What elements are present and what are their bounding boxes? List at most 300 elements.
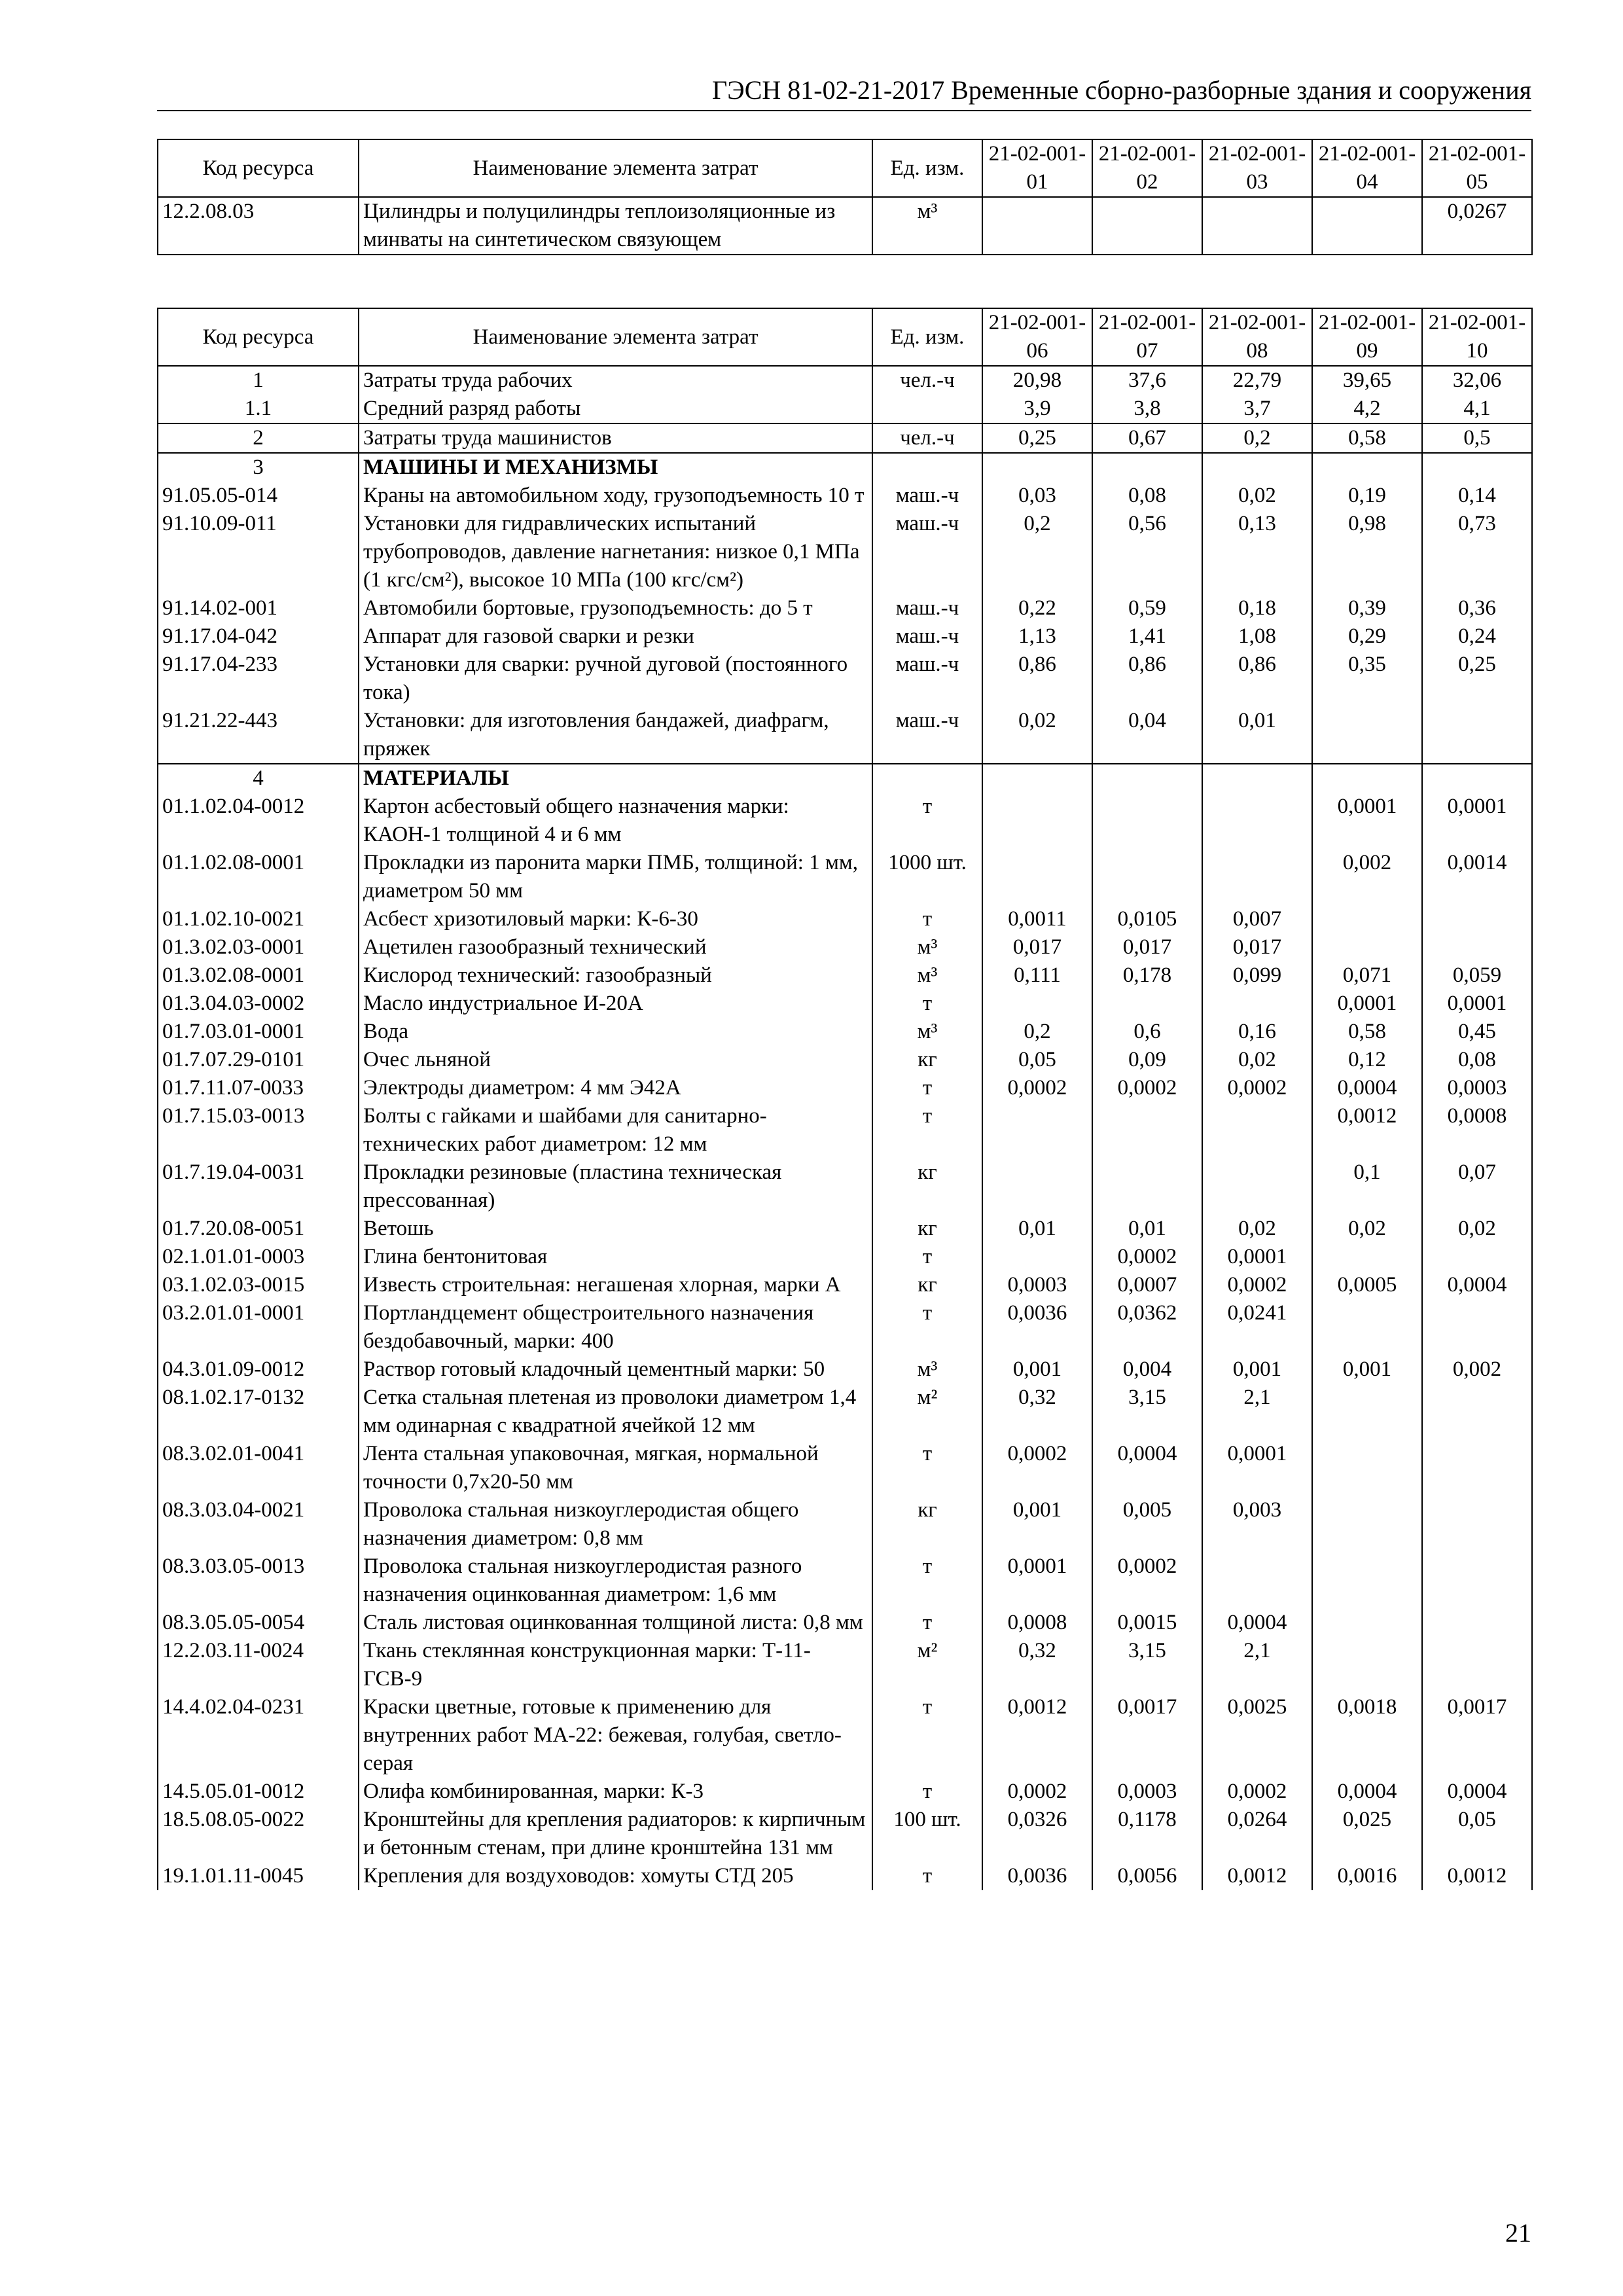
cost-element-name-cell: Кислород технический: газообразный bbox=[359, 961, 872, 990]
resource-code-cell: 01.7.15.03-0013 bbox=[158, 1102, 359, 1158]
resource-code-cell: 01.7.20.08-0051 bbox=[158, 1215, 359, 1243]
norm-value-cell: 1,13 bbox=[982, 622, 1092, 651]
unit-cell: кг bbox=[872, 1496, 982, 1552]
cost-element-name-cell: Крепления для воздуховодов: хомуты СТД 205 bbox=[359, 1862, 872, 1890]
resource-code-cell: 91.21.22-443 bbox=[158, 707, 359, 764]
norm-value-cell: 0,0001 bbox=[1202, 1243, 1312, 1271]
norm-value-cell: 0,0017 bbox=[1422, 1693, 1532, 1778]
norm-value-cell: 0,071 bbox=[1312, 961, 1422, 990]
norm-value-cell bbox=[1422, 453, 1532, 482]
unit-cell: м³ bbox=[872, 961, 982, 990]
norm-value-cell: 0,67 bbox=[1092, 423, 1202, 453]
norm-value-cell bbox=[982, 764, 1092, 793]
norm-value-cell: 0,03 bbox=[982, 482, 1092, 510]
norm-value-cell: 37,6 bbox=[1092, 366, 1202, 395]
unit-cell: т bbox=[872, 1778, 982, 1806]
norm-value-cell: 0,002 bbox=[1422, 1355, 1532, 1384]
norm-value-cell: 0,099 bbox=[1202, 961, 1312, 990]
resource-code-cell: 14.4.02.04-0231 bbox=[158, 1693, 359, 1778]
unit-cell: т bbox=[872, 1440, 982, 1496]
norm-value-cell bbox=[1312, 1243, 1422, 1271]
column-header: 21-02-001-03 bbox=[1202, 139, 1312, 197]
norm-value-cell: 0,6 bbox=[1092, 1018, 1202, 1046]
resource-code-cell: 01.3.02.03-0001 bbox=[158, 933, 359, 961]
norm-value-cell: 0,01 bbox=[982, 1215, 1092, 1243]
norm-value-cell bbox=[1312, 707, 1422, 764]
norm-value-cell: 0,02 bbox=[1202, 1215, 1312, 1243]
page-number: 21 bbox=[1505, 2218, 1531, 2248]
norm-value-cell bbox=[982, 1158, 1092, 1215]
norm-value-cell: 0,1178 bbox=[1092, 1806, 1202, 1862]
cost-element-name-cell: Сталь листовая оцинкованная толщиной листа: 0,8 мм bbox=[359, 1609, 872, 1637]
cost-element-name-cell: Цилиндры и полуцилиндры теплоизоляционные из минваты на синтетическом связующем bbox=[359, 197, 872, 255]
cost-element-name-cell: Картон асбестовый общего назначения марки: КАОН-1 толщиной 4 и 6 мм bbox=[359, 793, 872, 849]
unit-cell: м² bbox=[872, 1637, 982, 1693]
cost-element-name-cell: Прокладки из паронита марки ПМБ, толщиной: 1 мм, диаметром 50 мм bbox=[359, 849, 872, 905]
norm-value-cell: 0,2 bbox=[1202, 423, 1312, 453]
norm-value-cell bbox=[1422, 707, 1532, 764]
cost-element-name-cell: Олифа комбинированная, марки: К-3 bbox=[359, 1778, 872, 1806]
norm-value-cell: 0,86 bbox=[1202, 651, 1312, 707]
norm-value-cell: 0,0001 bbox=[1422, 793, 1532, 849]
cost-element-name-cell: Ткань стеклянная конструкционная марки: Т-11-ГСВ-9 bbox=[359, 1637, 872, 1693]
table-row bbox=[158, 651, 1532, 707]
resource-code-cell: 1 bbox=[158, 366, 359, 395]
resource-code-cell: 91.14.02-001 bbox=[158, 594, 359, 622]
norm-value-cell: 1,41 bbox=[1092, 622, 1202, 651]
resource-code-cell: 12.2.03.11-0024 bbox=[158, 1637, 359, 1693]
norm-value-cell: 3,15 bbox=[1092, 1384, 1202, 1440]
norm-value-cell: 0,025 bbox=[1312, 1806, 1422, 1862]
table-row bbox=[158, 510, 1532, 594]
norm-value-cell bbox=[1202, 197, 1312, 255]
resource-table-1 bbox=[157, 139, 1533, 255]
norm-value-cell: 0,1 bbox=[1312, 1158, 1422, 1215]
norm-value-cell bbox=[1422, 1552, 1532, 1609]
column-header: 21-02-001-08 bbox=[1202, 308, 1312, 366]
norm-value-cell: 0,0001 bbox=[1312, 793, 1422, 849]
unit-cell: кг bbox=[872, 1158, 982, 1215]
norm-value-cell bbox=[982, 849, 1092, 905]
unit-cell: 100 шт. bbox=[872, 1806, 982, 1862]
unit-cell: т bbox=[872, 1552, 982, 1609]
norm-value-cell: 0,017 bbox=[1202, 933, 1312, 961]
cost-element-name-cell: Ветошь bbox=[359, 1215, 872, 1243]
norm-value-cell: 0,0002 bbox=[1202, 1074, 1312, 1102]
unit-cell: м³ bbox=[872, 1018, 982, 1046]
norm-value-cell: 0,0002 bbox=[982, 1440, 1092, 1496]
unit-cell bbox=[872, 395, 982, 423]
norm-value-cell: 0,0007 bbox=[1092, 1271, 1202, 1299]
table-row bbox=[158, 764, 1532, 793]
norm-value-cell: 0,0004 bbox=[1422, 1271, 1532, 1299]
norm-value-cell bbox=[1092, 849, 1202, 905]
norm-value-cell: 0,01 bbox=[1202, 707, 1312, 764]
norm-value-cell: 0,5 bbox=[1422, 423, 1532, 453]
norm-value-cell: 0,29 bbox=[1312, 622, 1422, 651]
table-row bbox=[158, 1355, 1532, 1384]
table-row bbox=[158, 1271, 1532, 1299]
cost-element-name-cell: Раствор готовый кладочный цементный марки: 50 bbox=[359, 1355, 872, 1384]
norm-value-cell bbox=[1422, 1384, 1532, 1440]
cost-element-name-cell: Аппарат для газовой сварки и резки bbox=[359, 622, 872, 651]
norm-value-cell: 0,0003 bbox=[1092, 1778, 1202, 1806]
norm-value-cell: 0,0004 bbox=[1092, 1440, 1202, 1496]
table-row bbox=[158, 933, 1532, 961]
resource-code-cell: 01.7.11.07-0033 bbox=[158, 1074, 359, 1102]
norm-value-cell: 0,0002 bbox=[1202, 1271, 1312, 1299]
norm-value-cell: 0,02 bbox=[1202, 1046, 1312, 1074]
norm-value-cell: 0,0056 bbox=[1092, 1862, 1202, 1890]
norm-value-cell: 0,111 bbox=[982, 961, 1092, 990]
cost-element-name-cell: Кронштейны для крепления радиаторов: к кирпичным и бетонным стенам, при длине кронштейна 131 мм bbox=[359, 1806, 872, 1862]
norm-value-cell: 1,08 bbox=[1202, 622, 1312, 651]
norm-value-cell: 2,1 bbox=[1202, 1384, 1312, 1440]
norm-value-cell: 0,18 bbox=[1202, 594, 1312, 622]
resource-code-cell: 01.1.02.04-0012 bbox=[158, 793, 359, 849]
norm-value-cell: 0,0012 bbox=[1312, 1102, 1422, 1158]
norm-value-cell: 0,36 bbox=[1422, 594, 1532, 622]
cost-element-name-cell: Ацетилен газообразный технический bbox=[359, 933, 872, 961]
norm-value-cell: 0,0002 bbox=[1092, 1243, 1202, 1271]
cost-element-name-cell: Лента стальная упаковочная, мягкая, нормальной точности 0,7x20-50 мм bbox=[359, 1440, 872, 1496]
norm-value-cell: 0,0002 bbox=[1092, 1074, 1202, 1102]
unit-cell: м³ bbox=[872, 197, 982, 255]
unit-cell: маш.-ч bbox=[872, 510, 982, 594]
norm-value-cell: 0,98 bbox=[1312, 510, 1422, 594]
norm-value-cell: 0,001 bbox=[1312, 1355, 1422, 1384]
norm-value-cell bbox=[982, 990, 1092, 1018]
norm-value-cell: 0,32 bbox=[982, 1637, 1092, 1693]
table-row bbox=[158, 1609, 1532, 1637]
norm-value-cell: 0,0004 bbox=[1422, 1778, 1532, 1806]
norm-value-cell: 4,1 bbox=[1422, 395, 1532, 423]
norm-value-cell bbox=[1422, 1496, 1532, 1552]
norm-value-cell: 0,0012 bbox=[1202, 1862, 1312, 1890]
norm-value-cell: 0,178 bbox=[1092, 961, 1202, 990]
norm-value-cell: 3,7 bbox=[1202, 395, 1312, 423]
norm-value-cell bbox=[1092, 1102, 1202, 1158]
unit-cell: кг bbox=[872, 1271, 982, 1299]
resource-code-cell: 01.7.19.04-0031 bbox=[158, 1158, 359, 1215]
resource-code-cell: 08.3.03.05-0013 bbox=[158, 1552, 359, 1609]
norm-value-cell: 0,0264 bbox=[1202, 1806, 1312, 1862]
resource-code-cell: 01.7.03.01-0001 bbox=[158, 1018, 359, 1046]
norm-value-cell bbox=[1202, 1552, 1312, 1609]
norm-value-cell: 0,0362 bbox=[1092, 1299, 1202, 1355]
norm-value-cell bbox=[1202, 990, 1312, 1018]
norm-value-cell: 0,0017 bbox=[1092, 1693, 1202, 1778]
norm-value-cell: 0,2 bbox=[982, 1018, 1092, 1046]
table-row bbox=[158, 423, 1532, 453]
norm-value-cell: 0,017 bbox=[1092, 933, 1202, 961]
resource-code-cell: 01.1.02.08-0001 bbox=[158, 849, 359, 905]
table-row bbox=[158, 1046, 1532, 1074]
page-header bbox=[157, 73, 1531, 111]
resource-code-cell: 01.3.04.03-0002 bbox=[158, 990, 359, 1018]
cost-element-name-cell: МАШИНЫ И МЕХАНИЗМЫ bbox=[359, 453, 872, 482]
norm-value-cell: 0,25 bbox=[1422, 651, 1532, 707]
cost-element-name-cell: Краны на автомобильном ходу, грузоподъемность 10 т bbox=[359, 482, 872, 510]
norm-value-cell: 0,059 bbox=[1422, 961, 1532, 990]
table-header-row bbox=[158, 308, 1532, 366]
resource-code-cell: 91.10.09-011 bbox=[158, 510, 359, 594]
norm-value-cell: 0,0011 bbox=[982, 905, 1092, 933]
norm-value-cell: 0,0002 bbox=[982, 1074, 1092, 1102]
norm-value-cell bbox=[982, 197, 1092, 255]
cost-element-name-cell: Прокладки резиновые (пластина техническая прессованная) bbox=[359, 1158, 872, 1215]
norm-value-cell bbox=[1092, 764, 1202, 793]
table-row bbox=[158, 1806, 1532, 1862]
norm-value-cell bbox=[1312, 1609, 1422, 1637]
resource-code-cell: 1.1 bbox=[158, 395, 359, 423]
resource-code-cell: 02.1.01.01-0003 bbox=[158, 1243, 359, 1271]
norm-value-cell: 0,02 bbox=[1202, 482, 1312, 510]
norm-value-cell: 0,004 bbox=[1092, 1355, 1202, 1384]
norm-value-cell: 0,25 bbox=[982, 423, 1092, 453]
cost-element-name-cell: Установки для гидравлических испытаний трубопроводов, давление нагнетания: низкое 0,1 МПа (1 кгс/см²), высокое 10 МПа (100 кгс/см²) bbox=[359, 510, 872, 594]
document-title: ГЭСН 81-02-21-2017 Временные сборно-разборные здания и сооружения bbox=[712, 75, 1531, 105]
unit-cell: т bbox=[872, 905, 982, 933]
norm-value-cell bbox=[1312, 453, 1422, 482]
norm-value-cell: 0,19 bbox=[1312, 482, 1422, 510]
norm-value-cell bbox=[1092, 1158, 1202, 1215]
norm-value-cell: 4,2 bbox=[1312, 395, 1422, 423]
norm-value-cell: 0,0001 bbox=[1312, 990, 1422, 1018]
norm-value-cell: 0,0015 bbox=[1092, 1609, 1202, 1637]
unit-cell: м³ bbox=[872, 1355, 982, 1384]
resource-table-2 bbox=[157, 308, 1533, 1890]
resource-code-cell: 01.7.07.29-0101 bbox=[158, 1046, 359, 1074]
unit-cell bbox=[872, 453, 982, 482]
table-row bbox=[158, 990, 1532, 1018]
norm-value-cell: 0,56 bbox=[1092, 510, 1202, 594]
table-row bbox=[158, 905, 1532, 933]
resource-code-cell: 3 bbox=[158, 453, 359, 482]
cost-element-name-cell: Масло индустриальное И-20А bbox=[359, 990, 872, 1018]
norm-value-cell: 0,0267 bbox=[1422, 197, 1532, 255]
column-header: Ед. изм. bbox=[872, 308, 982, 366]
table-header-row bbox=[158, 139, 1532, 197]
norm-value-cell: 0,02 bbox=[1422, 1215, 1532, 1243]
norm-value-cell bbox=[1422, 933, 1532, 961]
table-row bbox=[158, 1102, 1532, 1158]
norm-value-cell: 20,98 bbox=[982, 366, 1092, 395]
table-row bbox=[158, 961, 1532, 990]
norm-value-cell: 0,0002 bbox=[1092, 1552, 1202, 1609]
cost-element-name-cell: Асбест хризотиловый марки: К-6-30 bbox=[359, 905, 872, 933]
norm-value-cell bbox=[1422, 1299, 1532, 1355]
norm-value-cell: 39,65 bbox=[1312, 366, 1422, 395]
column-header: 21-02-001-05 bbox=[1422, 139, 1532, 197]
norm-value-cell bbox=[1312, 905, 1422, 933]
norm-value-cell: 0,12 bbox=[1312, 1046, 1422, 1074]
unit-cell: т bbox=[872, 1693, 982, 1778]
norm-value-cell: 0,001 bbox=[982, 1496, 1092, 1552]
norm-value-cell: 0,001 bbox=[982, 1355, 1092, 1384]
norm-value-cell bbox=[1312, 1637, 1422, 1693]
norm-value-cell: 0,02 bbox=[1312, 1215, 1422, 1243]
norm-value-cell bbox=[982, 1243, 1092, 1271]
table-row bbox=[158, 1637, 1532, 1693]
table-row bbox=[158, 707, 1532, 764]
norm-value-cell: 0,32 bbox=[982, 1384, 1092, 1440]
norm-value-cell: 0,86 bbox=[982, 651, 1092, 707]
norm-value-cell bbox=[1202, 1102, 1312, 1158]
table-row bbox=[158, 1496, 1532, 1552]
unit-cell: маш.-ч bbox=[872, 594, 982, 622]
norm-value-cell: 0,005 bbox=[1092, 1496, 1202, 1552]
norm-value-cell: 3,9 bbox=[982, 395, 1092, 423]
cost-element-name-cell: Сетка стальная плетеная из проволоки диаметром 1,4 мм одинарная с квадратной ячейкой 12 мм bbox=[359, 1384, 872, 1440]
norm-value-cell: 0,002 bbox=[1312, 849, 1422, 905]
table-row bbox=[158, 1158, 1532, 1215]
cost-element-name-cell: Электроды диаметром: 4 мм Э42А bbox=[359, 1074, 872, 1102]
norm-value-cell bbox=[1422, 1637, 1532, 1693]
norm-value-cell: 0,0004 bbox=[1312, 1778, 1422, 1806]
table-row bbox=[158, 1440, 1532, 1496]
norm-value-cell: 0,2 bbox=[982, 510, 1092, 594]
norm-value-cell: 0,0036 bbox=[982, 1299, 1092, 1355]
norm-value-cell: 0,001 bbox=[1202, 1355, 1312, 1384]
norm-value-cell: 0,017 bbox=[982, 933, 1092, 961]
norm-value-cell bbox=[1422, 905, 1532, 933]
norm-value-cell: 0,58 bbox=[1312, 423, 1422, 453]
unit-cell: м³ bbox=[872, 933, 982, 961]
unit-cell bbox=[872, 764, 982, 793]
cost-element-name-cell: Автомобили бортовые, грузоподъемность: до 5 т bbox=[359, 594, 872, 622]
column-header: Код ресурса bbox=[158, 139, 359, 197]
resource-code-cell: 91.05.05-014 bbox=[158, 482, 359, 510]
norm-value-cell: 0,39 bbox=[1312, 594, 1422, 622]
norm-value-cell bbox=[1092, 453, 1202, 482]
norm-value-cell bbox=[1312, 933, 1422, 961]
table-row bbox=[158, 1074, 1532, 1102]
resource-code-cell: 03.2.01.01-0001 bbox=[158, 1299, 359, 1355]
resource-code-cell: 03.1.02.03-0015 bbox=[158, 1271, 359, 1299]
norm-value-cell bbox=[1202, 849, 1312, 905]
norm-value-cell bbox=[1312, 764, 1422, 793]
unit-cell: кг bbox=[872, 1215, 982, 1243]
column-header: Ед. изм. bbox=[872, 139, 982, 197]
norm-value-cell bbox=[1312, 1440, 1422, 1496]
table-row bbox=[158, 482, 1532, 510]
norm-value-cell bbox=[1202, 764, 1312, 793]
norm-value-cell: 0,07 bbox=[1422, 1158, 1532, 1215]
cost-element-name-cell: Глина бентонитовая bbox=[359, 1243, 872, 1271]
norm-value-cell: 0,08 bbox=[1422, 1046, 1532, 1074]
unit-cell: т bbox=[872, 793, 982, 849]
table-row bbox=[158, 1384, 1532, 1440]
unit-cell: чел.-ч bbox=[872, 423, 982, 453]
unit-cell: т bbox=[872, 990, 982, 1018]
resource-code-cell: 91.17.04-042 bbox=[158, 622, 359, 651]
norm-value-cell: 3,8 bbox=[1092, 395, 1202, 423]
unit-cell: т bbox=[872, 1102, 982, 1158]
cost-element-name-cell: Портландцемент общестроительного назначения бездобавочный, марки: 400 bbox=[359, 1299, 872, 1355]
table-row bbox=[158, 366, 1532, 395]
unit-cell: т bbox=[872, 1299, 982, 1355]
unit-cell: маш.-ч bbox=[872, 482, 982, 510]
norm-value-cell: 0,01 bbox=[1092, 1215, 1202, 1243]
column-header: 21-02-001-01 bbox=[982, 139, 1092, 197]
table-row bbox=[158, 622, 1532, 651]
norm-value-cell bbox=[1202, 1158, 1312, 1215]
unit-cell: маш.-ч bbox=[872, 651, 982, 707]
norm-value-cell: 0,0012 bbox=[982, 1693, 1092, 1778]
cost-element-name-cell: МАТЕРИАЛЫ bbox=[359, 764, 872, 793]
norm-value-cell bbox=[1312, 1552, 1422, 1609]
norm-value-cell: 0,08 bbox=[1092, 482, 1202, 510]
norm-value-cell bbox=[1092, 990, 1202, 1018]
norm-value-cell: 0,0025 bbox=[1202, 1693, 1312, 1778]
table-row bbox=[158, 1693, 1532, 1778]
norm-value-cell: 0,007 bbox=[1202, 905, 1312, 933]
norm-value-cell bbox=[1312, 1384, 1422, 1440]
norm-value-cell bbox=[1312, 1496, 1422, 1552]
unit-cell: маш.-ч bbox=[872, 622, 982, 651]
resource-code-cell: 4 bbox=[158, 764, 359, 793]
norm-value-cell: 0,24 bbox=[1422, 622, 1532, 651]
norm-value-cell: 0,45 bbox=[1422, 1018, 1532, 1046]
table-row bbox=[158, 1299, 1532, 1355]
norm-value-cell: 0,86 bbox=[1092, 651, 1202, 707]
resource-code-cell: 2 bbox=[158, 423, 359, 453]
resource-code-cell: 19.1.01.11-0045 bbox=[158, 1862, 359, 1890]
norm-value-cell: 2,1 bbox=[1202, 1637, 1312, 1693]
table-row bbox=[158, 849, 1532, 905]
norm-value-cell: 0,0326 bbox=[982, 1806, 1092, 1862]
norm-value-cell: 0,0008 bbox=[1422, 1102, 1532, 1158]
unit-cell: чел.-ч bbox=[872, 366, 982, 395]
unit-cell: т bbox=[872, 1609, 982, 1637]
norm-value-cell: 0,58 bbox=[1312, 1018, 1422, 1046]
norm-value-cell bbox=[1422, 1243, 1532, 1271]
norm-value-cell: 0,0001 bbox=[1202, 1440, 1312, 1496]
resource-code-cell: 08.1.02.17-0132 bbox=[158, 1384, 359, 1440]
norm-value-cell bbox=[982, 793, 1092, 849]
table-row bbox=[158, 395, 1532, 423]
resource-code-cell: 14.5.05.01-0012 bbox=[158, 1778, 359, 1806]
norm-value-cell: 0,05 bbox=[982, 1046, 1092, 1074]
norm-value-cell bbox=[1422, 1609, 1532, 1637]
unit-cell: т bbox=[872, 1243, 982, 1271]
cost-element-name-cell: Очес льняной bbox=[359, 1046, 872, 1074]
unit-cell: маш.-ч bbox=[872, 707, 982, 764]
norm-value-cell: 0,0001 bbox=[1422, 990, 1532, 1018]
column-header: 21-02-001-04 bbox=[1312, 139, 1422, 197]
norm-value-cell: 0,16 bbox=[1202, 1018, 1312, 1046]
resource-code-cell: 91.17.04-233 bbox=[158, 651, 359, 707]
norm-value-cell: 0,0001 bbox=[982, 1552, 1092, 1609]
norm-value-cell: 0,0016 bbox=[1312, 1862, 1422, 1890]
cost-element-name-cell: Затраты труда машинистов bbox=[359, 423, 872, 453]
norm-value-cell: 0,09 bbox=[1092, 1046, 1202, 1074]
cost-element-name-cell: Затраты труда рабочих bbox=[359, 366, 872, 395]
cost-element-name-cell: Болты с гайками и шайбами для санитарно-технических работ диаметром: 12 мм bbox=[359, 1102, 872, 1158]
table-row bbox=[158, 594, 1532, 622]
column-header: 21-02-001-07 bbox=[1092, 308, 1202, 366]
norm-value-cell: 0,05 bbox=[1422, 1806, 1532, 1862]
norm-value-cell: 0,14 bbox=[1422, 482, 1532, 510]
norm-value-cell: 22,79 bbox=[1202, 366, 1312, 395]
resource-code-cell: 08.3.02.01-0041 bbox=[158, 1440, 359, 1496]
cost-element-name-cell: Средний разряд работы bbox=[359, 395, 872, 423]
column-header: Наименование элемента затрат bbox=[359, 139, 872, 197]
norm-value-cell bbox=[1312, 197, 1422, 255]
norm-value-cell: 0,0002 bbox=[1202, 1778, 1312, 1806]
resource-code-cell: 12.2.08.03 bbox=[158, 197, 359, 255]
